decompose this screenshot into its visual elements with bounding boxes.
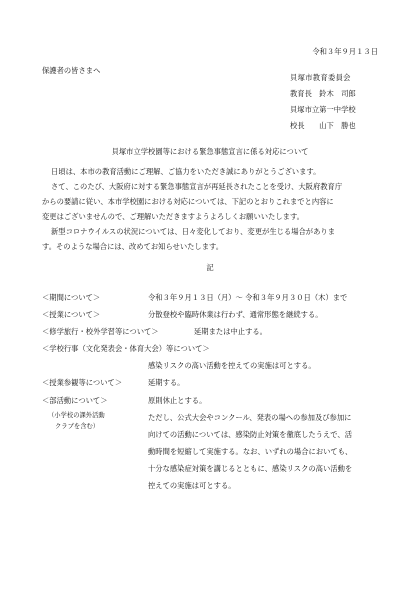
notice-title: 貝塚市立学校園等における緊急事態宣言に係る対応について [111, 147, 309, 156]
club-note: クラブを含む） [55, 423, 100, 430]
item-value-period: 令和３年９月１３日（月）～ 令和３年９月３０日（木）まで [148, 293, 348, 302]
sender-superintendent: 教育長 鈴木 司郎 [290, 89, 356, 98]
item-value-trips: 延期または中止する。 [194, 327, 267, 336]
club-value-line: 向けての活動については、感染防止対策を徹底したうえで、活 [148, 430, 353, 439]
body-paragraph: 変更はございませんので、ご理解いただきますようよろしくお願いいたします。 [42, 212, 304, 221]
body-paragraph: 新型コロナウイルスの状況については、日々変化しており、変更が生じる場合がありま [51, 227, 335, 236]
item-label-events: ＜学校行事（文化発表会・体育大会）等について＞ [42, 344, 210, 353]
item-label-club: ＜部活動について＞ [42, 396, 108, 405]
club-value-line: ただし、公式大会やコンクール、発表の場への参加及び参加に [148, 413, 352, 422]
sender-school: 貝塚市立第一中学校 [290, 105, 356, 114]
body-paragraph: さて、このたび、大阪府に対する緊急事態宣言が再延長されたことを受け、大阪府教育庁 [51, 182, 343, 191]
sender-board: 貝塚市教育委員会 [290, 73, 351, 82]
club-value-line: 控えての実施は可とする。 [148, 481, 236, 490]
item-value-observation: 延期する。 [148, 378, 185, 387]
body-paragraph: 日頃は、本市の教育活動にご理解、ご協力をいただき誠にありがとうございます。 [51, 167, 321, 176]
body-paragraph: からの要請に従い、本市学校園における対応については、下記のとおりこれまでと内容に [42, 197, 334, 206]
item-value-classes: 分散登校や臨時休業は行わず、通常形態を継続する。 [148, 310, 323, 319]
date: 令和３年９月１３日 [312, 47, 378, 56]
sender-principal: 校長 山下 勝也 [290, 121, 356, 130]
club-value-line: 原則休止とする。 [148, 396, 207, 405]
club-value-line: 動時間を短縮して実施する。なお、いずれの場合においても、 [148, 447, 353, 456]
club-value-line: 十分な感染症対策を講じるとともに、感染リスクの高い活動を [148, 464, 353, 473]
item-label-classes: ＜授業について＞ [42, 310, 101, 319]
item-label-period: ＜期間について＞ [42, 293, 101, 302]
body-paragraph: す。そのような場合には、改めてお知らせいたします。 [42, 242, 224, 251]
item-label-observation: ＜授業参観等について＞ [42, 378, 123, 387]
item-value-events: 感染リスクの高い活動を控えての実施は可とする。 [148, 361, 316, 370]
club-note: （小学校の課外活動 [48, 412, 105, 419]
ki-heading: 記 [206, 263, 214, 272]
addressee: 保護者の皆さまへ [42, 66, 101, 75]
item-label-trips: ＜修学旅行・校外学習等について＞ [42, 327, 159, 336]
